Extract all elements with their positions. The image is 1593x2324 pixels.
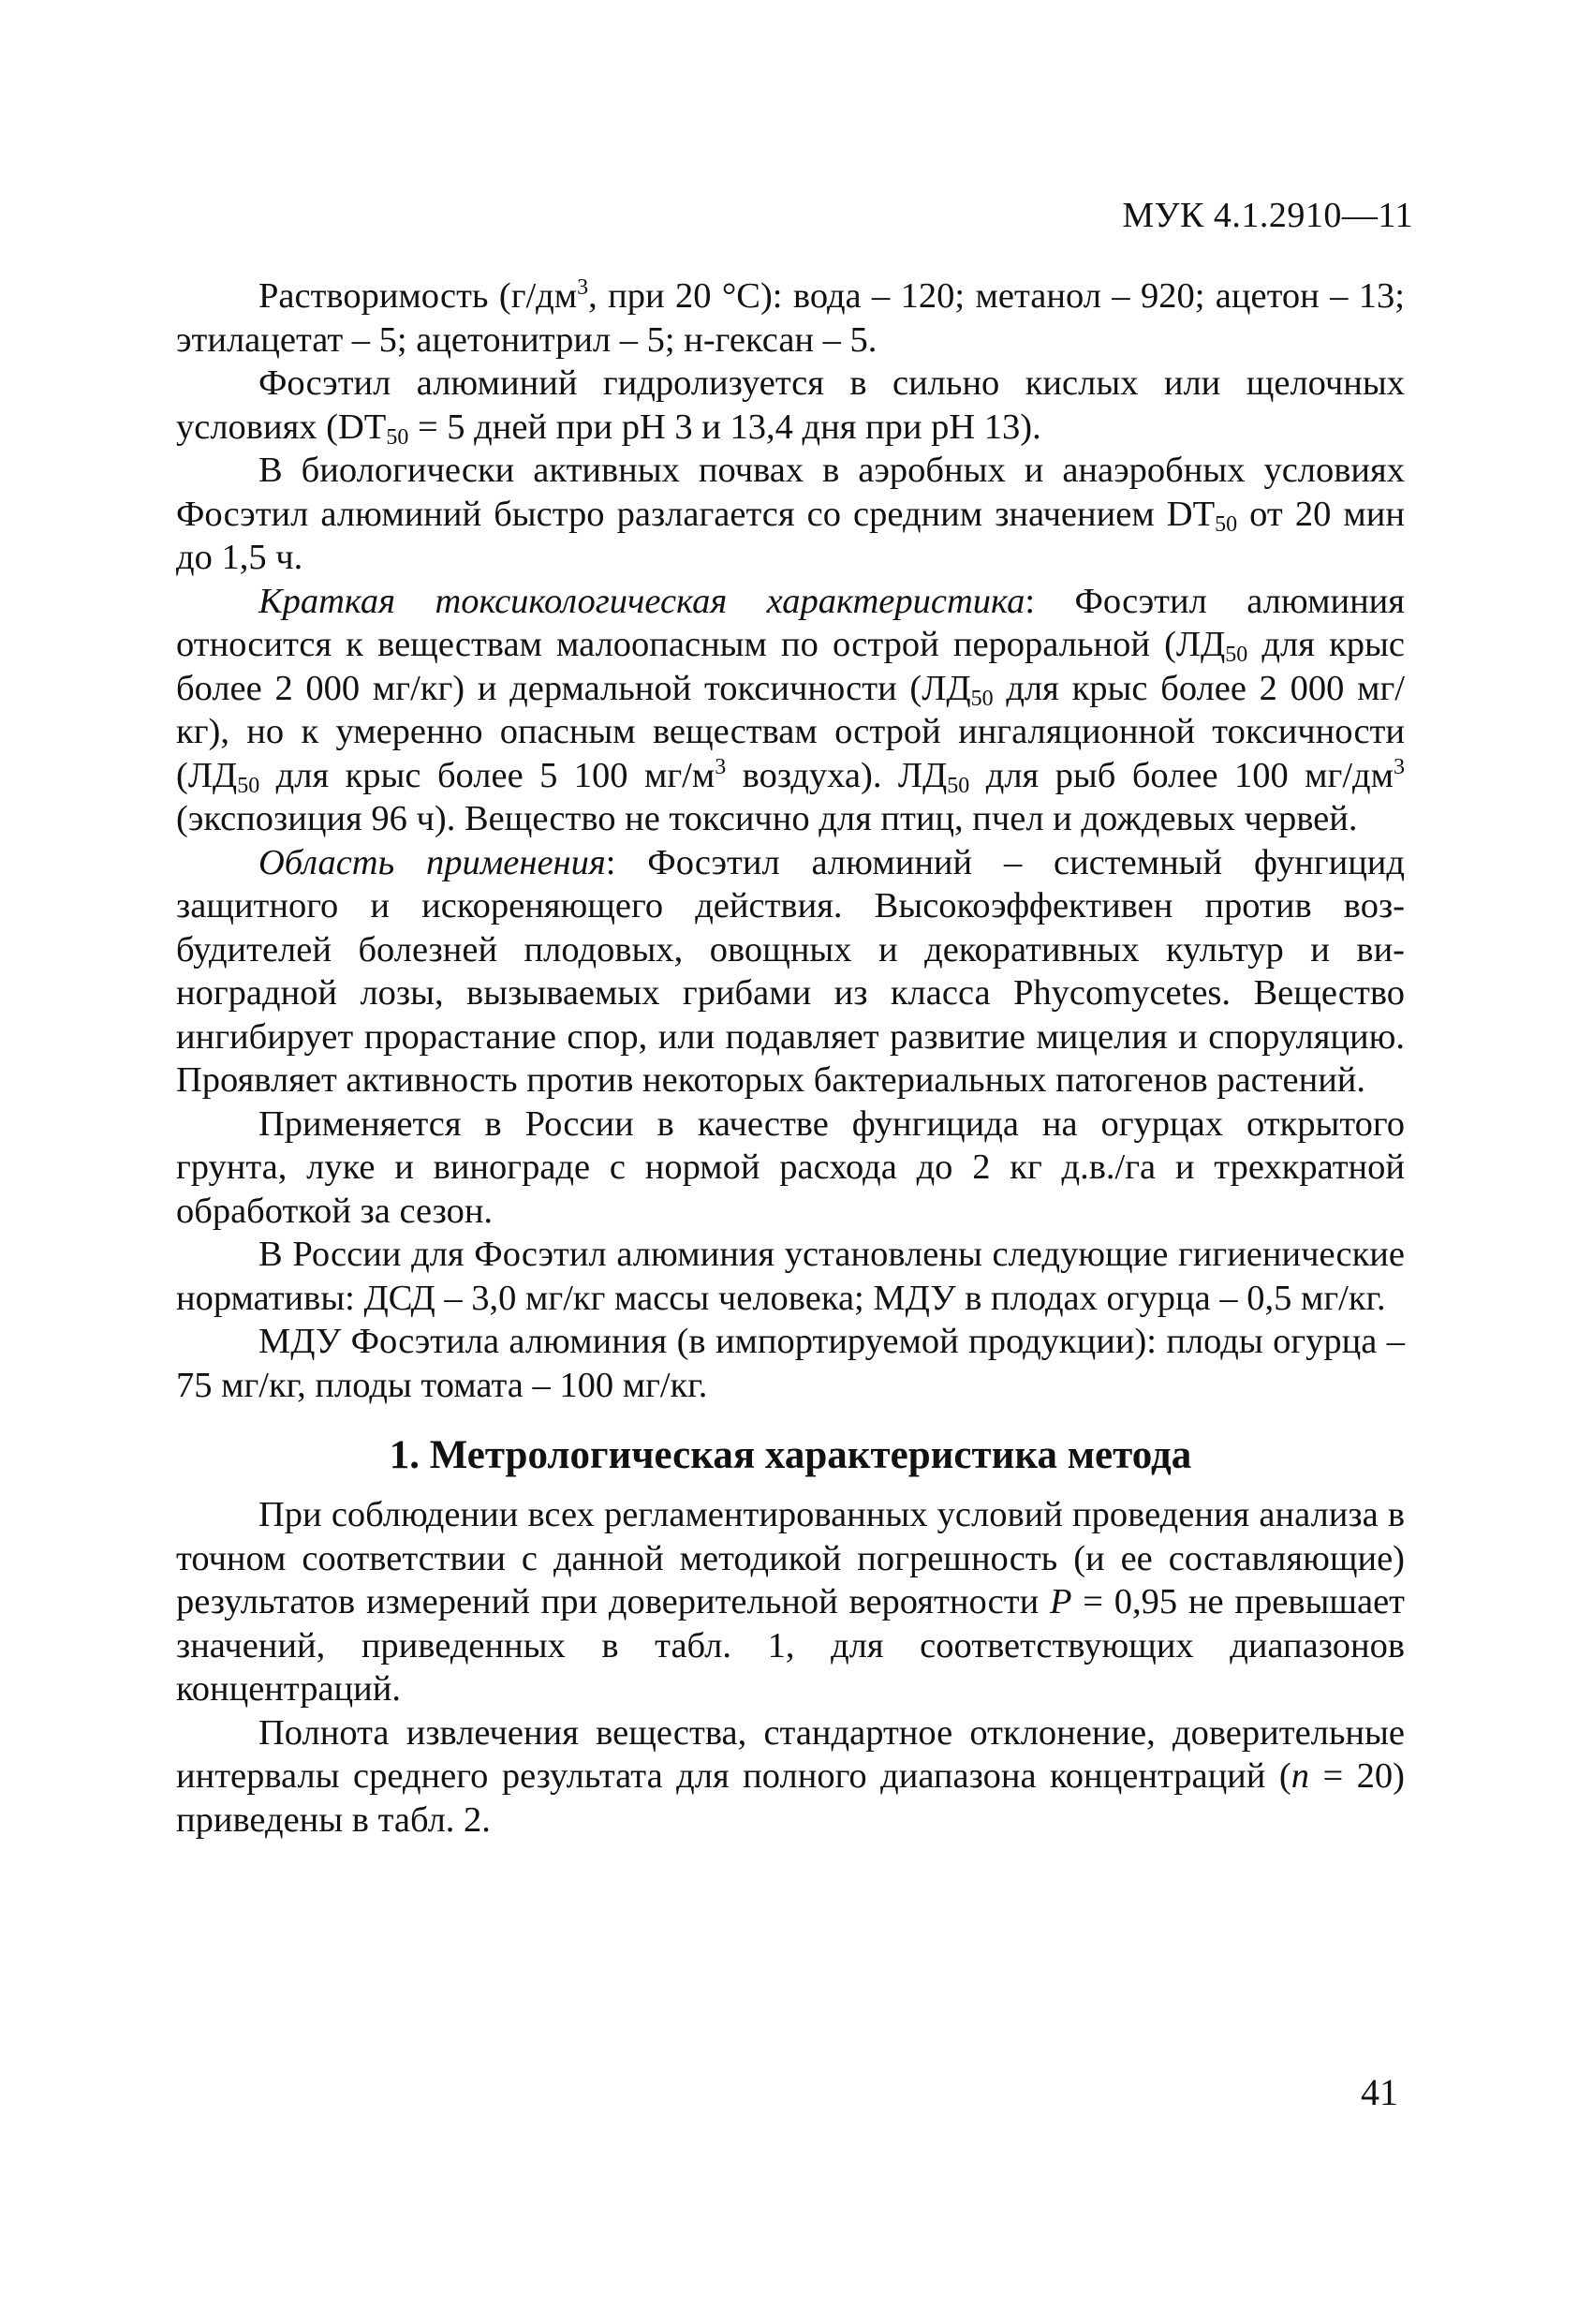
subscript: 50 [1215,511,1238,537]
paragraph-application-area [176,841,1405,1103]
math-variable: P [1049,1582,1072,1621]
text: В России для Фосэтил алюминия установлены следующие гигиенические нормативы: ДСД – 3,0 мг/кг массы человека; МДУ в плодах огурца – 0,5 мг/кг. [176,1235,1405,1318]
subscript: 50 [970,686,994,711]
text: , при 20 °C): вода – 120; метанол – 920; ацетон – 13; этилацетат – 5; ацетонитрил – 5; н-гексан – 5. [176,276,1405,360]
text: МДУ Фосэтила алюминия (в импортируемой продукции): плоды огурца – 75 мг/кг, плоды томата – 100 мг/кг. [176,1322,1405,1405]
text: воздуха). ЛД [726,755,948,795]
paragraph-soil-degradation [176,449,1405,580]
running-head-document-code: МУК 4.1.2910—11 [1122,196,1413,235]
paragraph-toxicology [176,580,1405,841]
superscript: 3 [577,275,589,300]
text: = 20) приведены в табл. 2. [176,1756,1405,1840]
text: При соблюдении всех регламентированных условий проведения анализа в точном соответствии с данной методикой погрешность (и ее составляющие) результатов измерений при доверительной вероятности [176,1495,1405,1621]
text: = 5 дней при pH 3 и 13,4 дня при pH 13). [408,407,1041,447]
paragraph-usage-russia [176,1103,1405,1234]
section-heading: 1. Метрологическая характеристика метода [389,1433,1192,1477]
paragraph-hygiene-norms [176,1233,1405,1320]
text: Применяется в России в качестве фунгицида на огурцах открытого грунта, луке и винограде с нормой расхода до 2 кг д.в./га и трехкратной обработкой за сезон. [176,1103,1405,1231]
subscript: 50 [947,773,970,798]
subscript: 50 [386,424,409,450]
subscript: 50 [1225,643,1248,667]
page-number: 41 [1361,2071,1398,2113]
text: В биологически активных почвах в аэробных и анаэробных условиях Фосэтил алюминий быстро разлагается со средним значением DT [176,451,1405,534]
text: для крыс более 2 000 мг/кг) и дермальной токсичности (ЛД [176,625,1405,708]
text: от 20 мин до 1,5 ч. [176,494,1405,577]
text: Полнота извлечения вещества, стандартное отклонение, доверительные интервалы среднего результата для полного диапазона концентраций ( [176,1712,1405,1796]
paragraph-recovery [176,1711,1405,1843]
text: для крыс более 5 100 мг/м [259,755,715,795]
text: Фосэтил алюминий гидролизуется в сильно кислых или щелочных условиях (DT [176,363,1405,447]
text: Растворимость (г/дм [258,276,578,316]
superscript: 3 [1394,754,1405,779]
math-variable: n [1291,1756,1309,1796]
text: для крыс более 2 000 мг/кг), но к умеренно опасным веществам острой ингаляционной токсичности (ЛД [176,668,1405,795]
paragraph-solubility [176,274,1405,362]
paragraph-hydrolysis [176,362,1405,449]
text: для рыб более 100 мг/дм [969,755,1394,795]
page-body [176,274,1405,1842]
text: : Фосэтил алюминий – системный фунгицид защитного и искореняющего действия. Высокоэффективен против возбудителей болезней плодовых, овощных и декоративных культур и виноградной лозы, вызываемых грибами из класса Phycomycetes. Вещество ингибирует прорастание спор, или подавляет развитие мицелия и споруляцию. Проявляет активность против некоторых бактериальных патогенов растений. [176,842,1405,1100]
subscript: 50 [237,773,260,798]
paragraph-lead-italic: Область применения [258,842,606,882]
paragraph-mrl-import [176,1320,1405,1407]
paragraph-measurement-error [176,1493,1405,1711]
text: : Фосэтил алюминия относится к веществам малоопасным по острой пероральной (ЛД [176,581,1405,664]
superscript: 3 [715,754,727,779]
text: (экспозиция 96 ч). Вещество не токсично для птиц, пчел и дождевых червей. [176,799,1358,838]
text: = 0,95 не превышает значений, приведенных в табл. 1, для соответствующих диапазонов концентраций. [176,1582,1405,1709]
paragraph-lead-italic: Краткая токсикологическая характеристика [258,581,1025,621]
